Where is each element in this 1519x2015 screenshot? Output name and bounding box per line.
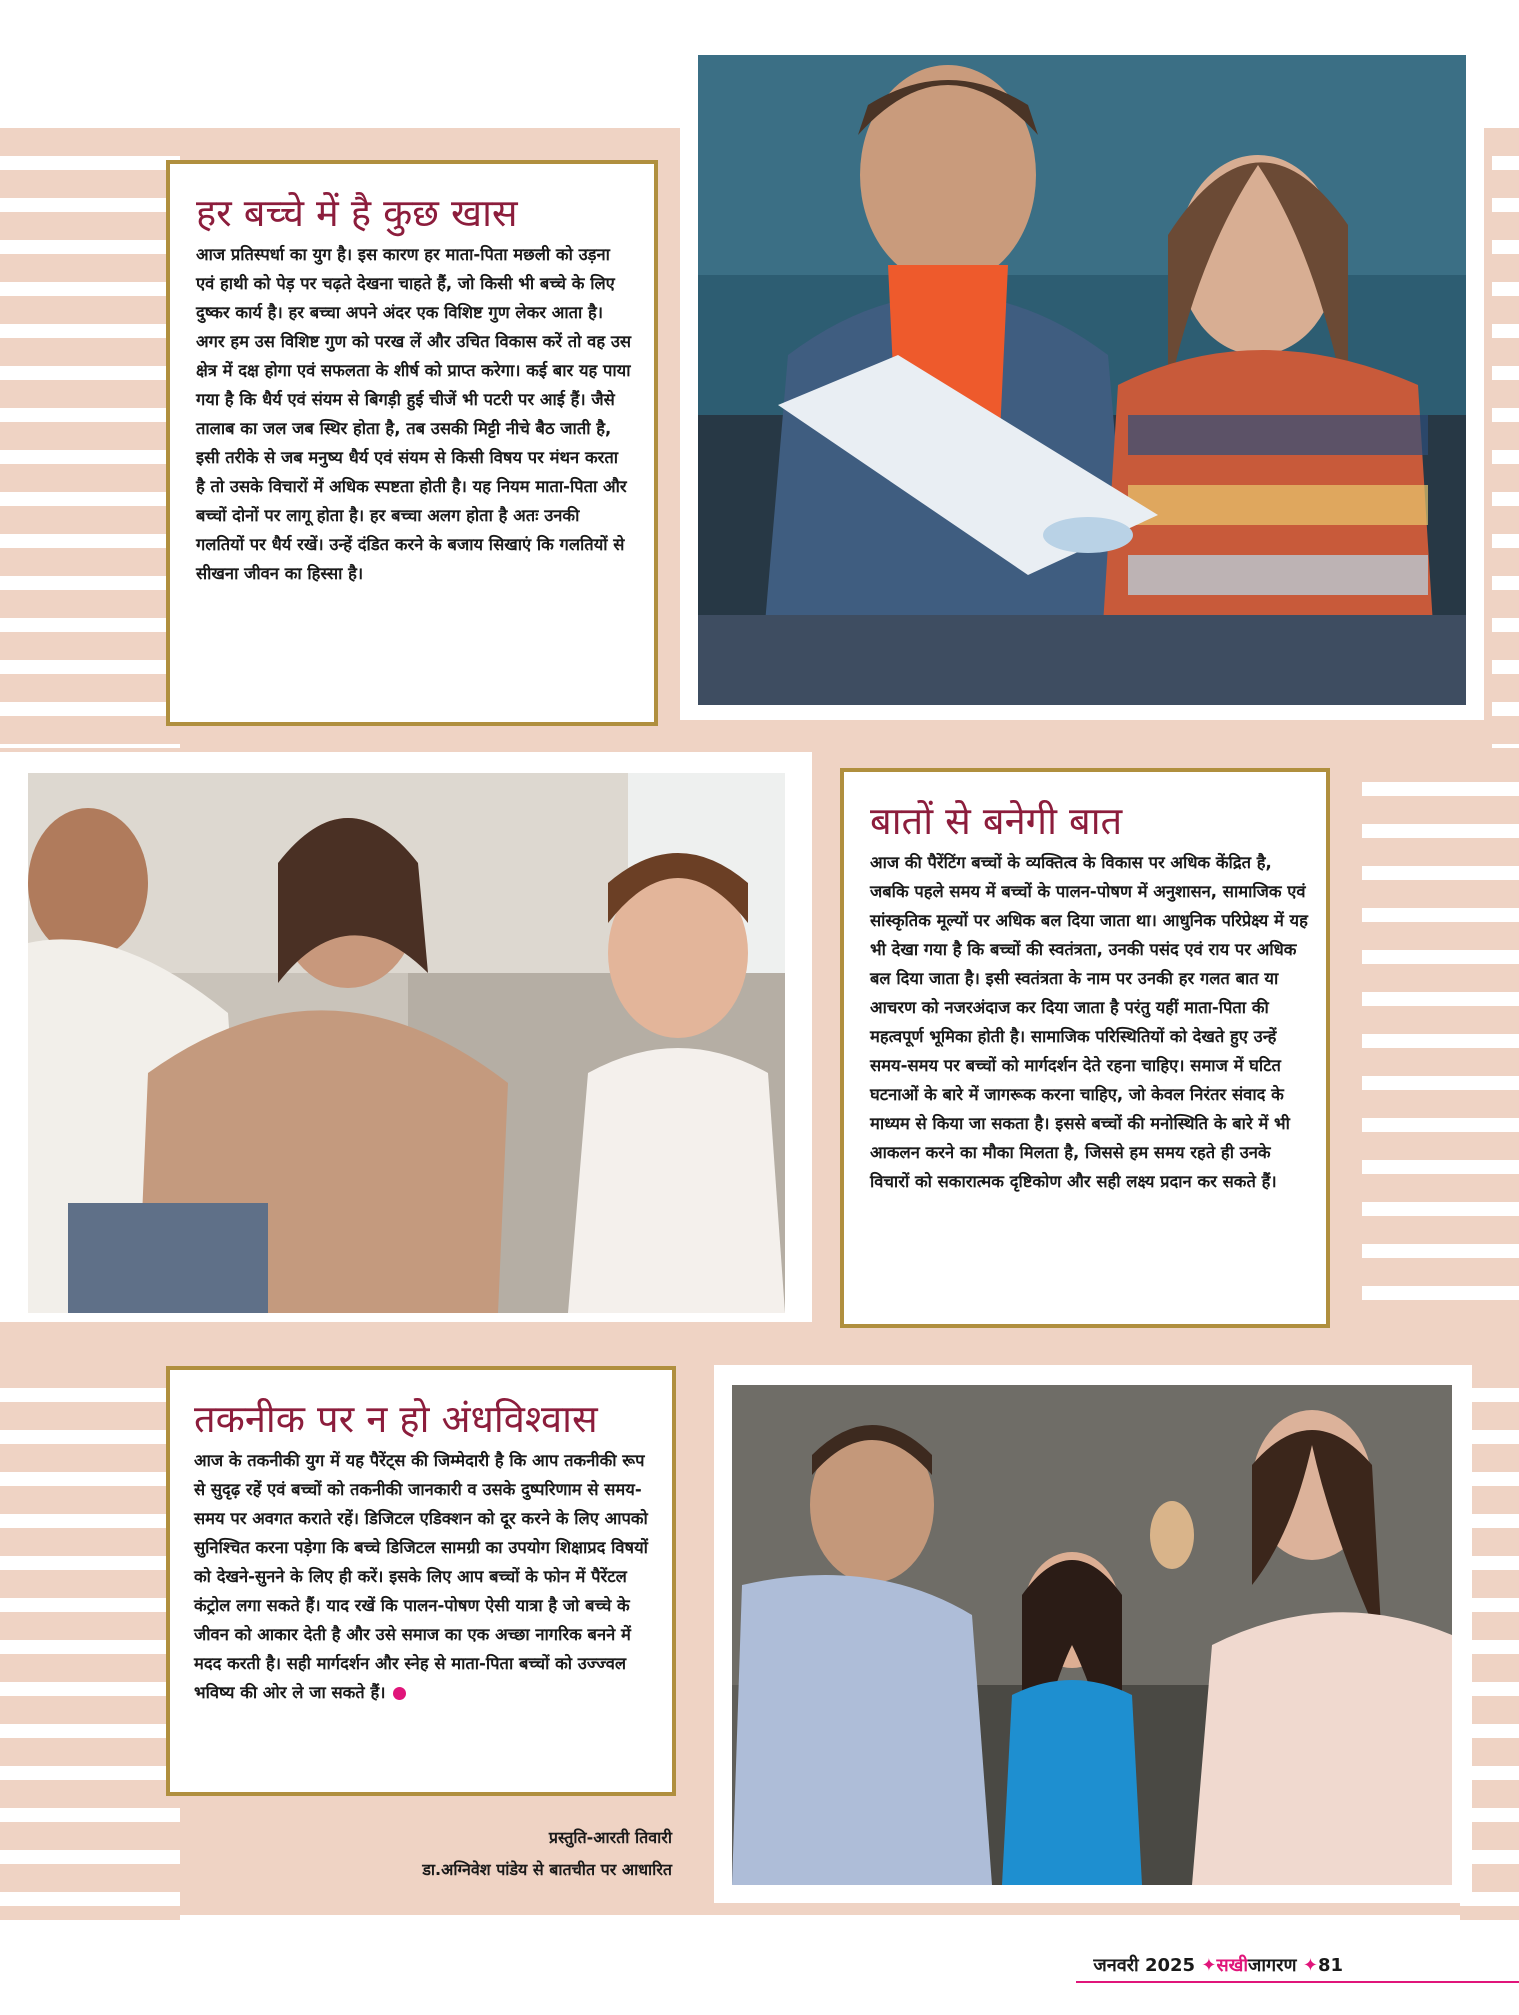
section-3-title: तकनीक पर न हो अंधविश्वास	[194, 1397, 598, 1441]
article-box-1	[166, 160, 658, 726]
footer-page-number: 81	[1317, 1955, 1343, 1976]
footer-brand: सखी	[1216, 1955, 1249, 1976]
section-1-body: आज प्रतिस्पर्धा का युग है। इस कारण हर माता-पिता मछली को उड़ना एवं हाथी को पेड़ पर चढ़ते देखना चाहते हैं, जो किसी भी बच्चे के लिए दुष्कर कार्य है। हर बच्चा अपने अंदर एक विशिष्ट गुण लेकर आता है। अगर हम उस विशिष्ट गुण को परख लें और उचित विकास करें तो वह उस क्षेत्र में दक्ष होगा एवं सफलता के शीर्ष को प्राप्त करेगा। कई बार यह पाया गया है कि धैर्य एवं संयम से बिगड़ी हुई चीजें भी पटरी पर आई हैं। जैसे तालाब का जल जब स्थिर होता है, तब उसकी मिट्टी नीचे बैठ जाती है, इसी तरीके से जब मनुष्य धैर्य एवं संयम से किसी विषय पर मंथन करता है तो उसके विचारों में अधिक स्पष्टता होती है। यह नियम माता-पिता और बच्चों दोनों पर लागू होता है। हर बच्चा अलग होता है अतः उनकी गलतियों पर धैर्य रखें। उन्हें दंडित करने के बजाय सिखाएं कि गलतियों से सीखना जीवन का हिस्सा है।	[196, 245, 632, 583]
stripes-right-middle	[1362, 754, 1519, 1328]
photo-father-daughter-card	[698, 55, 1466, 705]
footer-separator-star-icon-2: ✦	[1302, 1955, 1318, 1976]
stripes-left-bottom	[0, 1360, 180, 1920]
footer-separator-star-icon: ✦	[1201, 1955, 1217, 1976]
page-footer	[1093, 1953, 1343, 1977]
credit-presented-by: प्रस्तुति-आरती तिवारी	[548, 1828, 672, 1847]
stripes-left-top	[0, 128, 180, 748]
section-3-body	[194, 1446, 656, 1707]
end-bullet-icon	[393, 1687, 406, 1700]
section-3-body-text: आज के तकनीकी युग में यह पैरेंट्स की जिम्मेदारी है कि आप तकनीकी रूप से सुदृढ़ रहें एवं बच्चों को तकनीकी जानकारी व उसके दुष्परिणाम से समय-समय पर अवगत कराते रहें। डिजिटल एडिक्शन को दूर करने के लिए आपको सुनिश्चित करना पड़ेगा कि बच्चे डिजिटल सामग्री का उपयोग शिक्षाप्रद विषयों को देखने-सुनने के लिए ही करें। इसके लिए आप बच्चों के फोन में पैरेंटल कंट्रोल लगा सकते हैं। याद रखें कि पालन-पोषण ऐसी यात्रा है जो बच्चे के जीवन को आकार देती है और उसे समाज का एक अच्छा नागरिक बनने में मदद करती है। सही मार्गदर्शन और स्नेह से माता-पिता बच्चों को उज्ज्वल भविष्य की ओर ले जा सकते हैं।	[194, 1451, 648, 1702]
stripes-right-top	[1492, 128, 1519, 748]
article-box-3	[166, 1366, 676, 1796]
footer-month-year: जनवरी 2025	[1093, 1955, 1196, 1976]
article-box-2	[840, 768, 1330, 1328]
credit-based-on: डा.अग्निवेश पांडेय से बातचीत पर आधारित	[422, 1860, 672, 1879]
photo-parents-upset-boy	[28, 773, 785, 1313]
photo-parents-brushing-hair	[732, 1385, 1452, 1885]
section-2-body: आज की पैरेंटिंग बच्चों के व्यक्तित्व के विकास पर अधिक केंद्रित है, जबकि पहले समय में बच्चों के पालन-पोषण में अनुशासन, सामाजिक एवं सांस्कृतिक मूल्यों पर अधिक बल दिया जाता था। आधुनिक परिप्रेक्ष्य में यह भी देखा गया है कि बच्चों की स्वतंत्रता, उनकी पसंद एवं राय पर अधिक बल दिया जाता है। इसी स्वतंत्रता के नाम पर उनकी हर गलत बात या आचरण को नजरअंदाज कर दिया जाता है परंतु यहीं माता-पिता की महत्वपूर्ण भूमिका होती है। सामाजिक परिस्थितियों को देखते हुए उन्हें समय-समय पर बच्चों को मार्गदर्शन देते रहना चाहिए। समाज में घटित घटनाओं के बारे में जागरूक करना चाहिए, जो केवल निरंतर संवाद के माध्यम से किया जा सकता है। इससे बच्चों की मनोस्थिति के बारे में भी आकलन करने का मौका मिलता है, जिससे हम समय रहते ही उनके विचारों को सकारात्मक दृष्टिकोण और सही लक्ष्य प्रदान कर सकते हैं।	[870, 853, 1308, 1191]
section-2-title: बातों से बनेगी बात	[870, 799, 1123, 843]
credits-block	[320, 1822, 672, 1886]
footer-brand-suffix: जागरण	[1248, 1955, 1297, 1976]
section-1-title: हर बच्चे में है कुछ खास	[196, 191, 518, 235]
footer-line	[1076, 1981, 1519, 1983]
